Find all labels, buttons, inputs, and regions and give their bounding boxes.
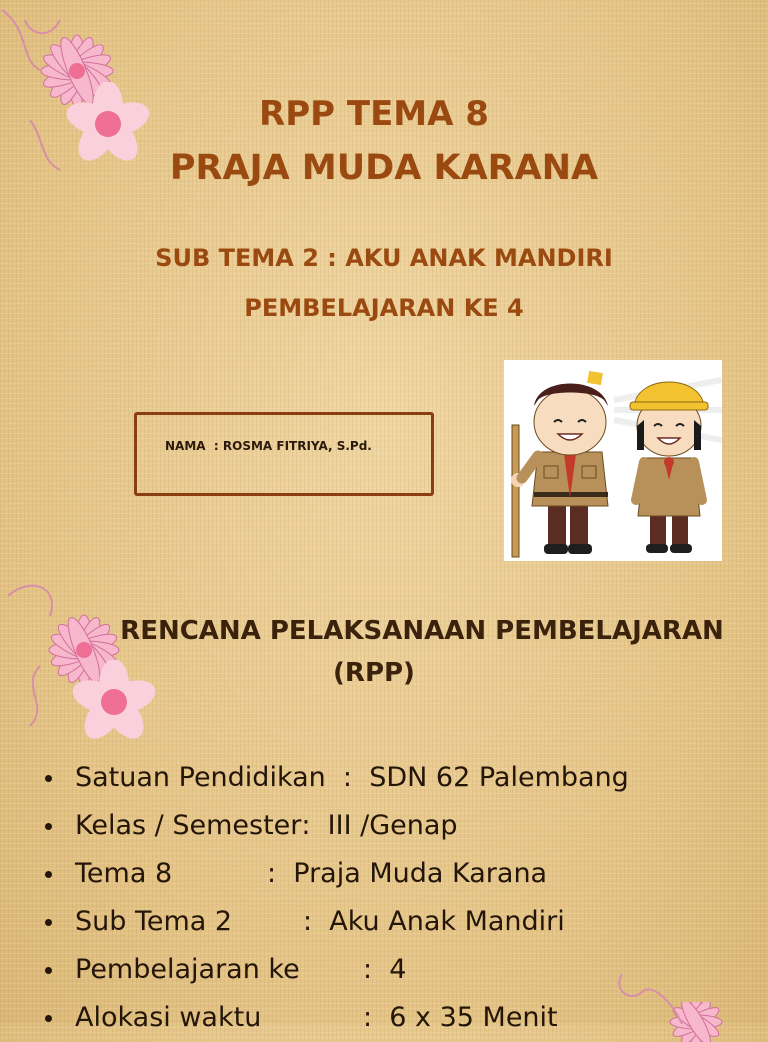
rpp-title-line-2: (RPP) <box>333 658 415 688</box>
title-line-1: RPP TEMA 8 <box>259 94 489 134</box>
subtitle-line-2: PEMBELAJARAN KE 4 <box>244 294 524 322</box>
rpp-details-list <box>40 754 629 1042</box>
item-value: Praja Muda Karana <box>293 858 548 889</box>
list-item <box>40 898 629 946</box>
name-box <box>134 412 434 496</box>
list-item <box>40 994 629 1042</box>
title-line-2: PRAJA MUDA KARANA <box>169 148 599 188</box>
item-separator: : <box>325 762 370 793</box>
list-item <box>40 802 629 850</box>
list-item <box>40 850 629 898</box>
flower-decoration-icon <box>72 660 156 744</box>
item-label: Tema 8 <box>75 858 173 889</box>
item-value: III /Genap <box>327 810 458 841</box>
item-separator: : <box>303 906 330 937</box>
item-value: 4 <box>389 954 407 985</box>
rpp-title-line-1: RENCANA PELAKSANAAN PEMBELAJARAN <box>120 616 724 646</box>
item-label: Sub Tema 2 <box>75 906 233 937</box>
scout-children-illustration <box>504 360 722 561</box>
list-item <box>40 946 629 994</box>
slide-rpp-details <box>0 576 768 1033</box>
item-separator: : <box>301 810 328 841</box>
item-label: Pembelajaran ke <box>75 954 300 985</box>
item-separator: : <box>363 1002 390 1033</box>
item-separator: : <box>363 954 390 985</box>
subtitle-line-1: SUB TEMA 2 : AKU ANAK MANDIRI <box>155 244 613 272</box>
item-value: 6 x 35 Menit <box>389 1002 558 1033</box>
list-item <box>40 754 629 802</box>
item-value: Aku Anak Mandiri <box>329 906 565 937</box>
author-name: NAMA : ROSMA FITRIYA, S.Pd. <box>165 439 372 453</box>
vine-decoration <box>612 972 692 1024</box>
item-label: Alokasi waktu <box>75 1002 262 1033</box>
item-label: Satuan Pendidikan <box>75 762 326 793</box>
item-separator: : <box>267 858 294 889</box>
item-value: SDN 62 Palembang <box>369 762 629 793</box>
item-label: Kelas / Semester <box>75 810 302 841</box>
